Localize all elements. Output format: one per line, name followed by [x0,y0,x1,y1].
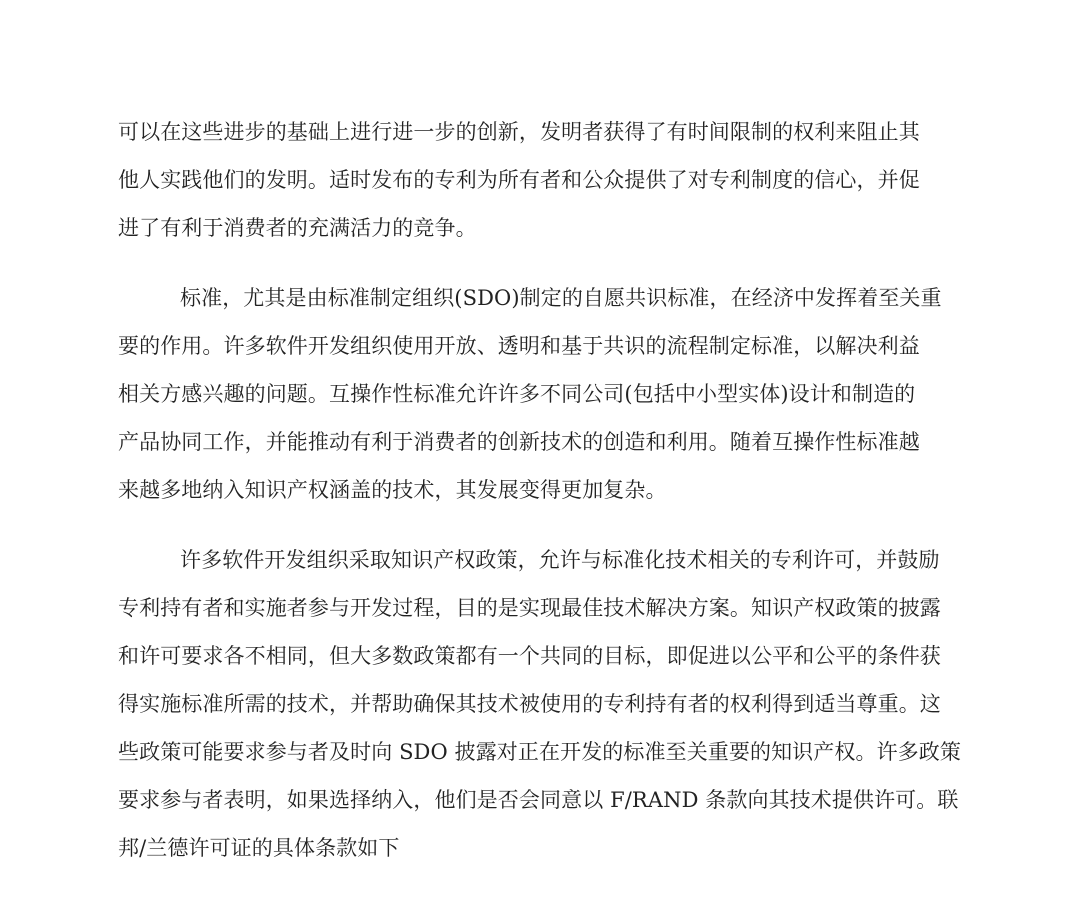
text-line: 进了有利于消费者的充满活力的竞争。 [118,216,477,240]
text-line: 和许可要求各不相同，但大多数政策都有一个共同的目标，即促进以公平和公平的条件获 [118,644,941,668]
text-line: 要的作用。许多软件开发组织使用开放、透明和基于共识的流程制定标准，以解决利益 [118,334,920,358]
text-line: 来越多地纳入知识产权涵盖的技术，其发展变得更加复杂。 [118,478,667,502]
text-line: 些政策可能要求参与者及时向 SDO 披露对正在开发的标准至关重要的知识产权。许多政策 [118,740,961,764]
text-line: 产品协同工作，并能推动有利于消费者的创新技术的创造和利用。随着互操作性标准越 [118,430,920,454]
text-line: 标准，尤其是由标准制定组织(SDO)制定的自愿共识标准，在经济中发挥着至关重 [180,286,942,310]
text-line: 他人实践他们的发明。适时发布的专利为所有者和公众提供了对专利制度的信心，并促 [118,168,920,192]
text-line: 许多软件开发组织采取知识产权政策，允许与标准化技术相关的专利许可，并鼓励 [180,548,940,572]
paragraph-2 [118,274,948,514]
text-line: 专利持有者和实施者参与开发过程，目的是实现最佳技术解决方案。知识产权政策的披露 [118,596,941,620]
paragraph-3 [118,536,961,872]
text-line: 邦/兰德许可证的具体条款如下 [118,836,400,860]
text-line: 要求参与者表明，如果选择纳入，他们是否会同意以 F/RAND 条款向其技术提供许可。联 [118,788,959,812]
text-line: 相关方感兴趣的问题。互操作性标准允许许多不同公司(包括中小型实体)设计和制造的 [118,382,916,406]
text-line: 可以在这些进步的基础上进行进一步的创新，发明者获得了有时间限制的权利来阻止其 [118,120,920,144]
paragraph-1 [118,108,948,252]
text-line: 得实施标准所需的技术，并帮助确保其技术被使用的专利持有者的权利得到适当尊重。这 [118,692,941,716]
